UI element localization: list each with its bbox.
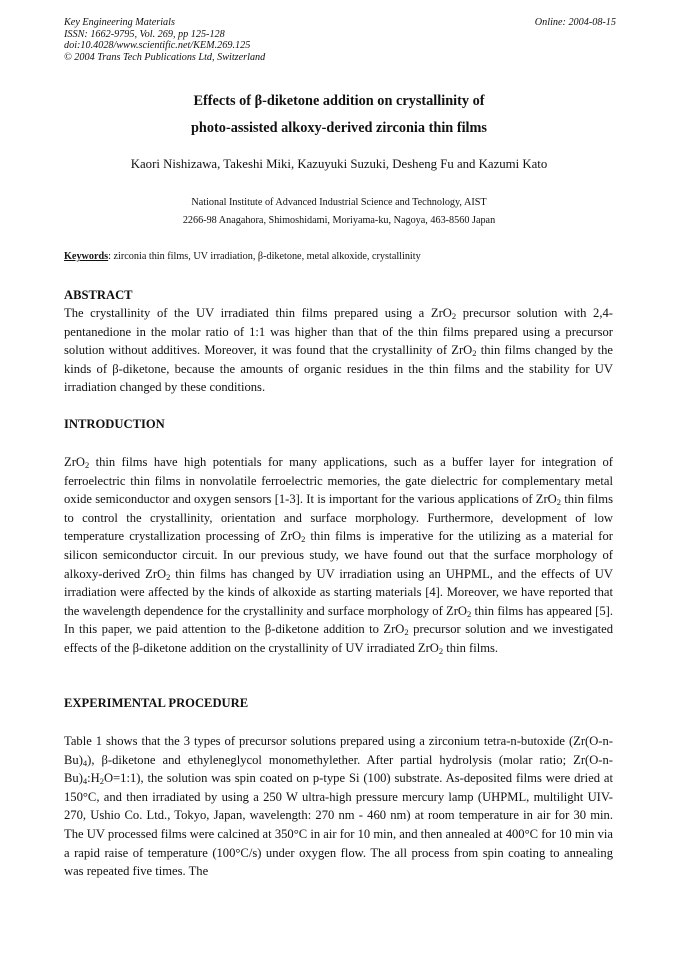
introduction-heading: INTRODUCTION [64, 417, 165, 431]
paper-title-line-2: photo-assisted alkoxy-derived zirconia thin films [190, 120, 487, 136]
journal-name: Key Engineering Materials [64, 17, 175, 28]
affiliation-line-1: National Institute of Advanced Industrial Science and Technology, AIST [191, 197, 487, 208]
journal-info [64, 17, 616, 63]
affiliation-line-2: 2266-98 Anagahora, Shimoshidami, Moriyama-ku, Nagoya, 463-8560 Japan [182, 215, 496, 226]
abstract-heading: ABSTRACT [64, 288, 133, 302]
abstract-paragraph: The crystallinity of the UV irradiated thin films prepared using a ZrO$_2$ precursor solution with 2,4-pentanedione in the molar ratio of 1:1 was higher than that of the thin films prepared using a precursor solution without additives. Moreover, it was found that the crystallinity of ZrO$_2$ thin films changed by the kinds of β-diketone, because the amounts of organic residues in the thin films and the stability for UV irradiation changed by these conditions. [64, 306, 613, 395]
online-date: Online: 2004-08-15 [534, 17, 616, 28]
keywords [64, 250, 614, 263]
doi-line: doi:10.4028/www.scientific.net/KEM.269.125 [64, 40, 251, 52]
keywords-label: Keywords [64, 251, 109, 262]
copyright-line: © 2004 Trans Tech Publications Ltd, Switzerland [64, 51, 266, 63]
issn-line: ISSN: 1662-9795, Vol. 269, pp 125-128 [64, 28, 225, 40]
running-header [64, 17, 616, 63]
introduction-paragraph: ZrO$_2$ thin films have high potentials for many applications, such as a buffer layer for integration of ferroelectric thin films in nonvolatile ferroelectric memories, the gate dielectric for complementary metal oxide semiconductor and oxygen sensors [1-3]. It is important for the various applications of ZrO$_2$ thin films to control the crystallinity, orientation and surface morphology. Furthermore, development of low temperature crystallization processing of ZrO$_2$ thin films is imperative for the utilizing as a material for silicon semiconductor circuit. In our previous study, we have found out that the surface morphology of alkoxy-derived ZrO$_2$ thin films has changed by UV irradiation using an UHPML, and the effects of UV irradiation were affected by the kinds of alkoxide as starting materials [4]. Moreover, we have reported that the wavelength dependence for the crystallinity and surface morphology of ZrO$_2$ thin films has appeared [5]. In this paper, we paid attention to the β-diketone addition to ZrO$_2$ precursor solution and we investigated effects of the β-diketone addition on the crystallinity of UV irradiated ZrO$_2$ thin films. [64, 455, 614, 656]
experimental-paragraph: Table 1 shows that the 3 types of precursor solutions prepared using a zirconium tetra-n-butoxide $(Zr(O-n-Bu)_4)$, β-diketone and ethyleneglycol monomethylether. After partial hydrolysis (molar ratio; $Zr(O-n-Bu)_4:H_2O=1:1$), the solution was spin coated on p-type Si (100) substrate. As-deposited films were dried at 150°C, and then irradiated by using a 250 W ultra-high pressure mercury lamp (UHPML, multilight UIV-270, Ushio Co. Ltd., Tokyo, Japan, wavelength: 270 nm - 460 nm) at room temperature in air for 30 min. The UV processed films were calcined at 350°C in air for 10 min, and then annealed at 400°C for 10 min via a rapid raise of temperature (100°C/s) under oxygen flow. The all process from spin coating to annealing was repeated five times. The [64, 734, 613, 879]
author-list: Kaori Nishizawa, Takeshi Miki, Kazuyuki Suzuki, Desheng Fu and Kazumi Kato [130, 157, 548, 171]
paper-title-line-1: Effects of β-diketone addition on crystallinity of [193, 93, 485, 109]
keywords-text: : zirconia thin films, UV irradiation, β-diketone, metal alkoxide, crystallinity [108, 251, 421, 262]
experimental-heading: EXPERIMENTAL PROCEDURE [64, 696, 249, 710]
